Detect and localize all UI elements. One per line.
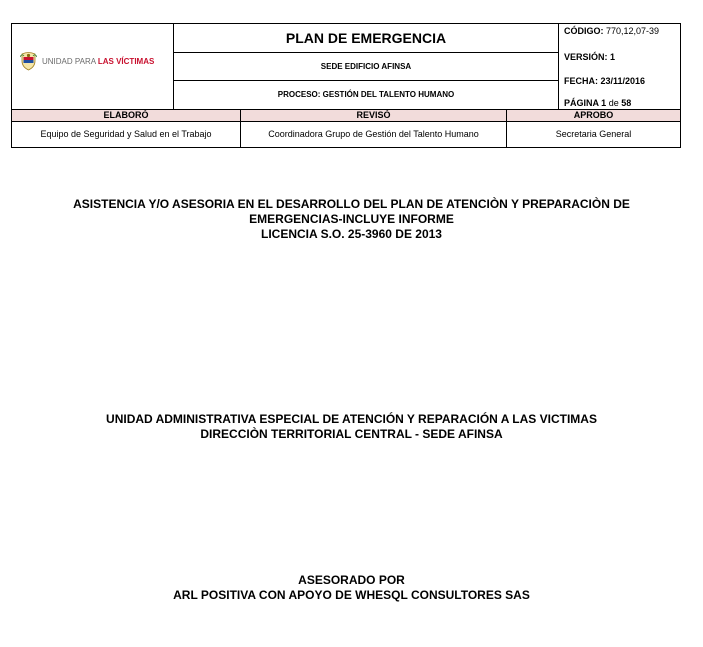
sede-label: SEDE EDIFICIO AFINSA <box>173 52 559 81</box>
document-title: PLAN DE EMERGENCIA <box>173 23 559 53</box>
process-label: PROCESO: GESTIÓN DEL TALENTO HUMANO <box>173 80 559 110</box>
signer-aprobo: Secretaria General <box>506 121 681 148</box>
logo <box>20 51 154 71</box>
advisor-line: ASESORADO POR <box>298 573 405 587</box>
entity-line: UNIDAD ADMINISTRATIVA ESPECIAL DE ATENCIÓN Y REPARACIÓN A LAS VICTIMAS <box>106 412 597 426</box>
logo-wordmark: UNIDAD PARA LAS VÍCTIMAS <box>42 56 155 66</box>
column-header-aprobo: APROBO <box>506 109 681 122</box>
colombia-coat-of-arms-icon <box>20 51 37 71</box>
logo-cell <box>11 23 174 110</box>
code-line: CÓDIGO: 770,12,07-39 <box>564 26 660 36</box>
column-header-elaboro: ELABORÓ <box>11 109 241 122</box>
main-title-line: EMERGENCIAS-INCLUYE INFORME <box>249 212 454 226</box>
document-main-title <box>0 197 703 242</box>
entity-line: DIRECCIÒN TERRITORIAL CENTRAL - SEDE AFINSA <box>200 427 503 441</box>
entity-block <box>0 412 703 442</box>
main-title-line: LICENCIA S.O. 25-3960 DE 2013 <box>261 227 442 241</box>
document-header <box>11 23 681 149</box>
main-title-line: ASISTENCIA Y/O ASESORIA EN EL DESARROLLO DEL PLAN DE ATENCIÒN Y PREPARACIÒN DE <box>73 197 630 211</box>
advisor-block <box>0 573 703 603</box>
document-metadata <box>558 23 681 110</box>
signer-reviso: Coordinadora Grupo de Gestión del Talento Humano <box>240 121 507 148</box>
page-line: PÁGINA 1 de 58 <box>564 98 632 108</box>
signer-elaboro: Equipo de Seguridad y Salud en el Trabajo <box>11 121 241 148</box>
date-line: FECHA: 23/11/2016 <box>564 76 646 86</box>
version-line: VERSIÓN: 1 <box>564 52 616 62</box>
advisor-line: ARL POSITIVA CON APOYO DE WHESQL CONSULTORES SAS <box>173 588 530 602</box>
column-header-reviso: REVISÓ <box>240 109 507 122</box>
